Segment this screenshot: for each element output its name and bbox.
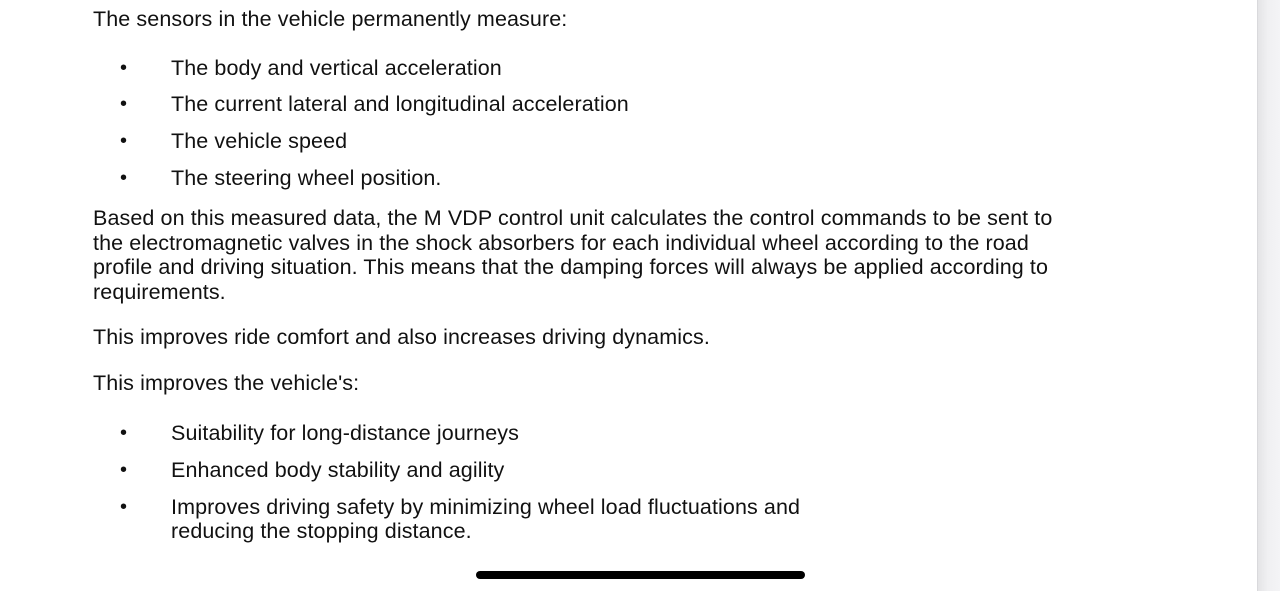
list-item-text: The steering wheel position. — [171, 165, 442, 190]
home-indicator-bar[interactable] — [476, 571, 805, 579]
bullet-icon: • — [120, 130, 128, 153]
document-content — [93, 7, 1068, 544]
bullet-icon: • — [120, 422, 128, 445]
control-unit-paragraph: Based on this measured data, the M VDP control unit calculates the control commands to be sent to the electromagnetic valves in the shock absorbers for each individual wheel according to the road profile and driving situation. This means that the damping forces will always be applied according to requirements. — [93, 206, 1053, 304]
bullet-icon: • — [120, 166, 128, 189]
bullet-icon: • — [120, 93, 128, 116]
list-item-text: The current lateral and longitudinal acceleration — [171, 92, 629, 117]
bullet-icon: • — [120, 56, 128, 79]
bullet-icon: • — [120, 495, 128, 518]
list-item — [93, 495, 831, 544]
list-item — [93, 166, 1068, 191]
comfort-paragraph: This improves ride comfort and also increases driving dynamics. — [93, 325, 710, 350]
list-item-text: The vehicle speed — [171, 129, 348, 154]
sensors-intro: The sensors in the vehicle permanently measure: — [93, 7, 568, 31]
list-item — [93, 458, 1068, 483]
list-item-text: Suitability for long-distance journeys — [171, 421, 519, 446]
page-edge-shadow — [1257, 0, 1280, 591]
list-item — [93, 92, 1068, 117]
list-item-text: The body and vertical acceleration — [171, 55, 502, 80]
list-item — [93, 421, 1068, 446]
bullet-icon: • — [120, 459, 128, 482]
list-item — [93, 56, 1068, 81]
improvements-list — [93, 421, 1068, 544]
list-item — [93, 129, 1068, 154]
list-item-text: Enhanced body stability and agility — [171, 458, 505, 483]
list-item-text: Improves driving safety by minimizing wheel load fluctuations and reducing the stopping distance. — [171, 494, 801, 544]
sensor-measure-list — [93, 56, 1068, 191]
improvements-intro: This improves the vehicle's: — [93, 370, 360, 395]
